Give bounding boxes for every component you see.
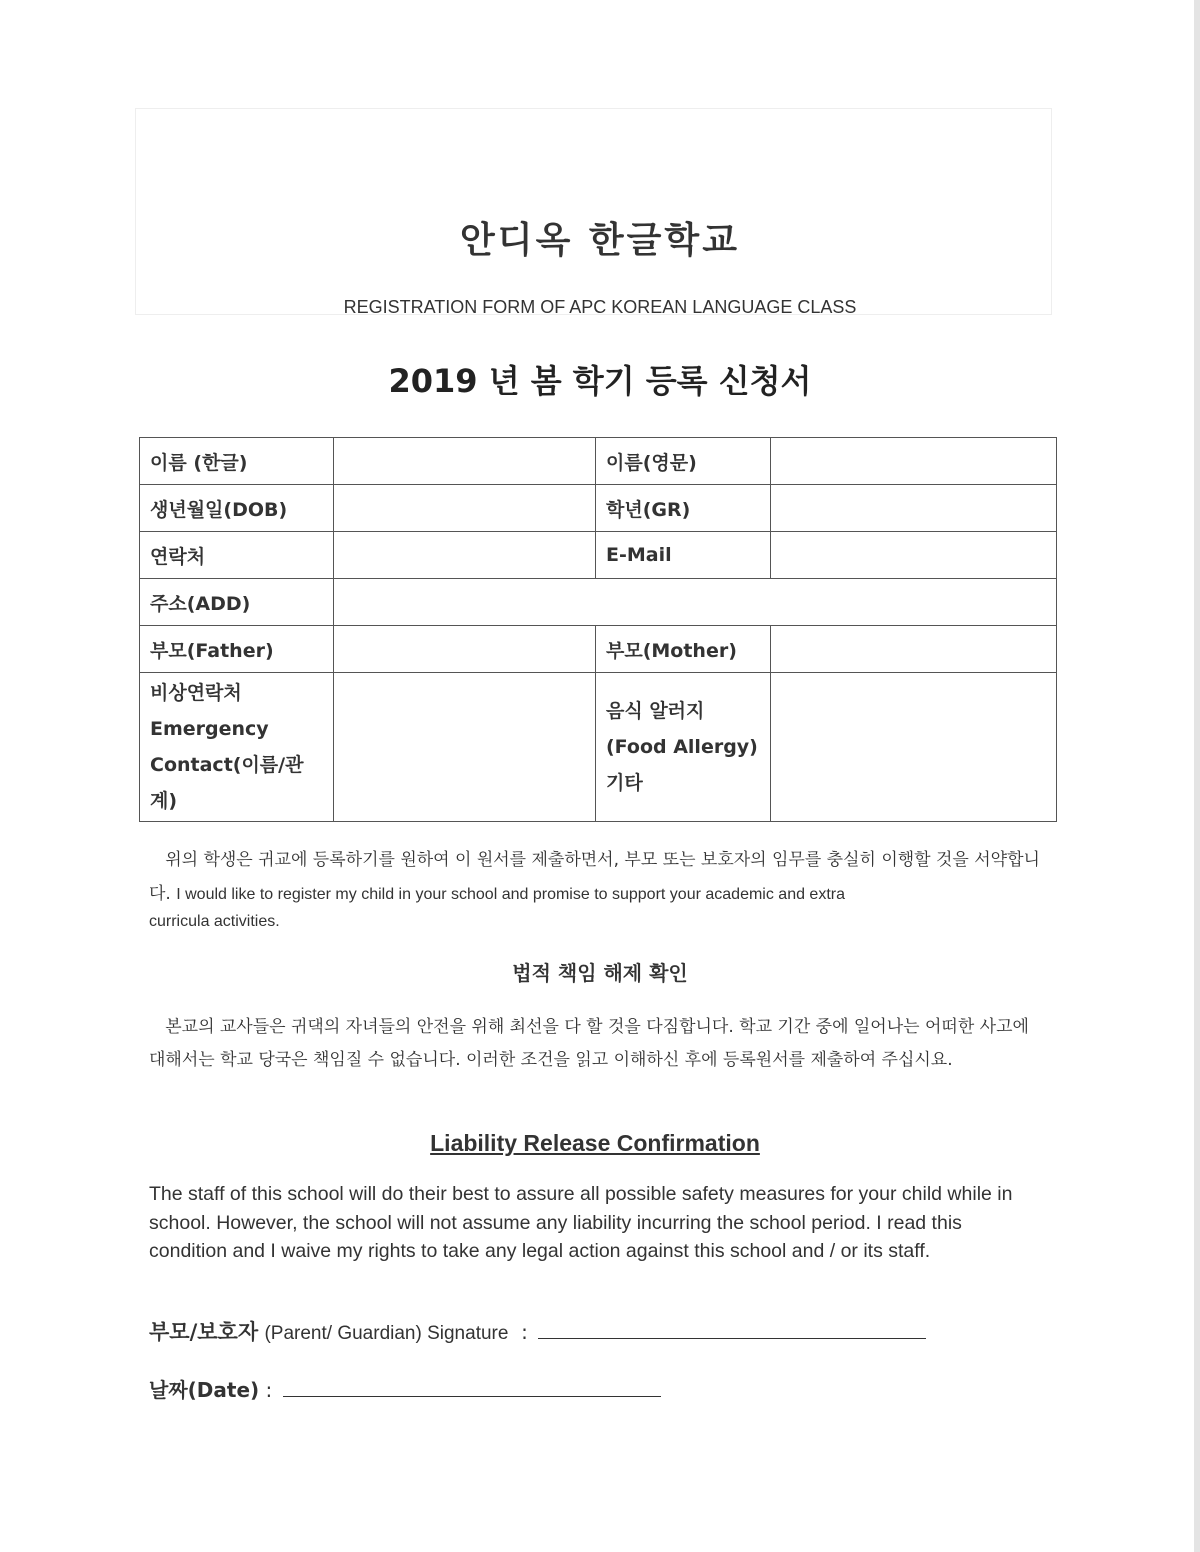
table-row <box>140 485 1057 532</box>
label-father: 부모(Father) <box>140 626 334 673</box>
field-dob[interactable] <box>334 485 596 532</box>
label-contact: 연락처 <box>140 532 334 579</box>
emergency-label-line: 비상연락처 <box>150 682 242 704</box>
pledge-english-continued: curricula activities. <box>149 913 280 930</box>
label-food-allergy <box>596 673 771 822</box>
signature-line[interactable] <box>538 1318 926 1339</box>
pledge-korean: 위의 학생은 귀교에 등록하기를 원하여 이 원서를 제출하면서, 부모 또는 보호자의 임무를 충실히 이행할 것을 서약합니다. <box>149 850 1040 904</box>
release-korean-body: 본교의 교사들은 귀댁의 자녀들의 안전을 위해 최선을 다 할 것을 다짐합니다. 학교 기간 중에 일어나는 어떠한 사고에 대해서는 학교 당국은 책임질 수 없습니다. 이러한 조건을 읽고 이해하신 후에 등록원서를 제출하여 주십시요. <box>149 1017 1029 1070</box>
school-name: 안디옥 한글학교 <box>460 220 740 261</box>
release-korean-title: 법적 책임 해제 확인 <box>512 961 688 985</box>
field-emergency-contact[interactable] <box>334 673 596 822</box>
signature-label-english: (Parent/ Guardian) Signature <box>264 1323 509 1344</box>
label-address: 주소(ADD) <box>140 579 334 626</box>
date-row <box>149 1374 661 1403</box>
signature-label-korean: 부모/보호자 <box>149 1320 259 1344</box>
signature-row <box>149 1316 926 1346</box>
field-contact[interactable] <box>334 532 596 579</box>
label-email: E-Mail <box>596 532 771 579</box>
pledge-paragraph <box>149 843 1044 932</box>
pledge-english: I would like to register my child in your school and promise to support your academic and extra <box>176 886 845 903</box>
table-row <box>140 579 1057 626</box>
field-email[interactable] <box>771 532 1057 579</box>
field-food-allergy[interactable] <box>771 673 1057 822</box>
allergy-label-line: 기타 <box>606 772 643 794</box>
release-english-body: The staff of this school will do their best to assure all possible safety measures for your child while in school. However, the school will not assume any liability incurring the school period. I read this condition and I waive my rights to take any legal action against this school and / or its staff. <box>149 1183 1013 1262</box>
release-english-title: Liability Release Confirmation <box>430 1130 760 1156</box>
label-name-korean: 이름 (한글) <box>140 438 334 485</box>
label-emergency-contact <box>140 673 334 822</box>
table-row <box>140 438 1057 485</box>
table-row <box>140 626 1057 673</box>
label-grade: 학년(GR) <box>596 485 771 532</box>
registration-table <box>139 437 1057 822</box>
release-korean-paragraph <box>149 1011 1044 1077</box>
field-name-korean[interactable] <box>334 438 596 485</box>
label-mother: 부모(Mother) <box>596 626 771 673</box>
table-row <box>140 673 1057 822</box>
field-name-english[interactable] <box>771 438 1057 485</box>
label-name-english: 이름(영문) <box>596 438 771 485</box>
table-row <box>140 532 1057 579</box>
field-mother[interactable] <box>771 626 1057 673</box>
form-subtitle: REGISTRATION FORM OF APC KOREAN LANGUAGE CLASS <box>343 297 857 317</box>
date-label: 날짜(Date) <box>149 1378 260 1402</box>
allergy-label-line: 음식 알러지 <box>606 700 705 722</box>
date-colon: : <box>265 1378 273 1402</box>
form-title: 2019 년 봄 학기 등록 신청서 <box>388 362 812 400</box>
date-line[interactable] <box>283 1376 661 1397</box>
scan-edge <box>1194 0 1200 1552</box>
field-grade[interactable] <box>771 485 1057 532</box>
allergy-label-line: (Food Allergy) <box>606 736 758 758</box>
label-dob: 생년월일(DOB) <box>140 485 334 532</box>
signature-colon: : <box>521 1320 528 1344</box>
field-father[interactable] <box>334 626 596 673</box>
field-address[interactable] <box>334 579 1057 626</box>
emergency-label-line: Contact(이름/관계) <box>150 754 304 812</box>
emergency-label-line: Emergency <box>150 718 269 740</box>
